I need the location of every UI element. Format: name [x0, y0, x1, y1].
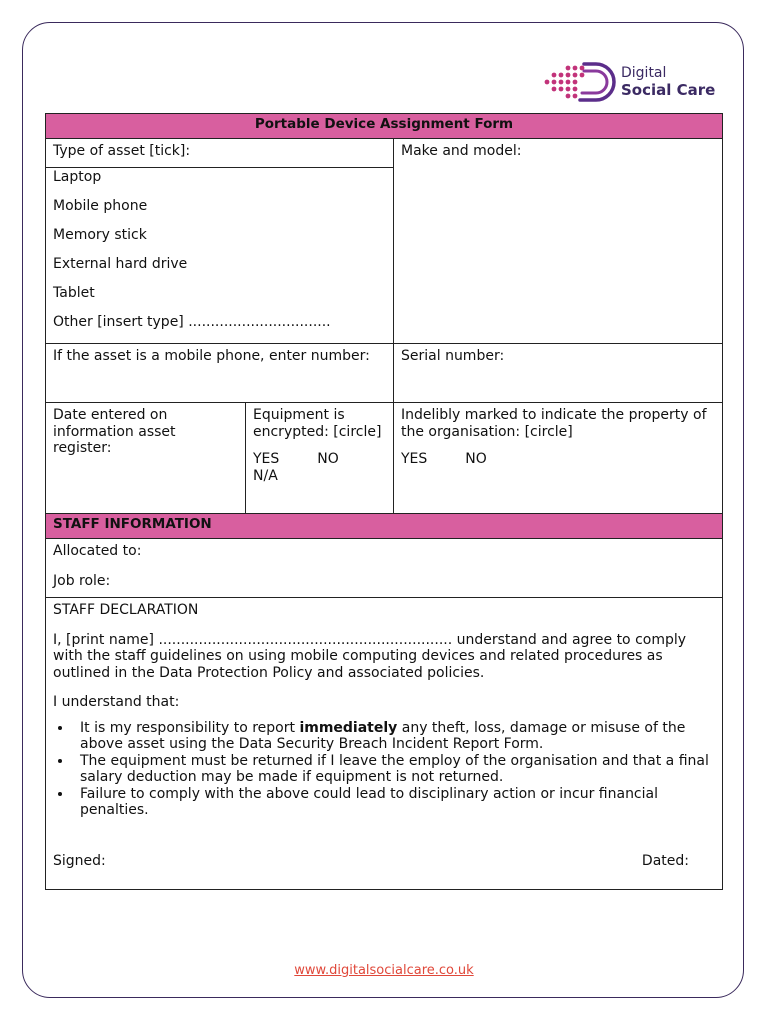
encrypted-field: [246, 403, 394, 514]
bullet-item: • The equipment must be returned if I leave the employ of the organisation and that a final salary deduction may be made if equipment is not returned.: [73, 753, 715, 786]
asset-option-mobile-phone[interactable]: Mobile phone: [53, 198, 148, 214]
staff-information-header: STAFF INFORMATION: [46, 514, 723, 539]
bullet-item: • It is my responsibility to report immediately any theft, loss, damage or misuse of the above asset using the Data Security Breach Incident Report Form.: [73, 720, 715, 753]
asset-option-tablet[interactable]: Tablet: [53, 285, 95, 301]
staff-declaration-cell: [46, 598, 723, 890]
make-model-label: Make and model:: [401, 143, 522, 159]
make-model-field[interactable]: [394, 139, 723, 344]
allocated-to-field[interactable]: Allocated to:: [53, 543, 142, 559]
form-title: Portable Device Assignment Form: [46, 114, 723, 139]
device-assignment-form: [45, 113, 723, 890]
staff-info-cell: [46, 539, 723, 598]
serial-number-field[interactable]: [394, 344, 723, 403]
signed-field[interactable]: Signed:: [53, 852, 106, 869]
encrypted-yes-option[interactable]: YES: [253, 451, 280, 467]
marked-no-option[interactable]: NO: [465, 451, 487, 467]
declaration-title: STAFF DECLARATION: [53, 602, 199, 618]
asset-type-label: Type of asset [tick]:: [46, 139, 393, 168]
date-entered-field[interactable]: [46, 403, 246, 514]
asset-option-other[interactable]: Other [insert type] ................................: [53, 314, 331, 330]
declaration-text: I, [print name] .................................................................. understand and agree to comply with the staff guidelines on using mobile computing devices and related procedures as outlined in the Data Protection Policy and associated policies.: [53, 631, 687, 681]
brand-line-1: Digital: [621, 65, 667, 81]
date-entered-label: Date entered on information asset register:: [53, 407, 176, 456]
job-role-field[interactable]: Job role:: [53, 572, 111, 589]
understand-label: I understand that:: [53, 694, 180, 710]
marked-label: Indelibly marked to indicate the property of the organisation: [circle]: [401, 407, 707, 440]
footer-website-link[interactable]: www.digitalsocialcare.co.uk: [294, 963, 474, 978]
bullet-item: • Failure to comply with the above could lead to disciplinary action or incur financial penalties.: [73, 786, 715, 819]
encrypted-label: Equipment is encrypted: [circle]: [253, 407, 382, 440]
serial-number-label: Serial number:: [401, 348, 505, 364]
mobile-number-field[interactable]: [46, 344, 394, 403]
bullet-emphasis: immediately: [299, 719, 398, 736]
marked-yes-option[interactable]: YES: [401, 451, 428, 467]
asset-option-external-hard-drive[interactable]: External hard drive: [53, 256, 188, 272]
asset-option-memory-stick[interactable]: Memory stick: [53, 227, 147, 243]
asset-option-laptop[interactable]: Laptop: [53, 169, 102, 185]
encrypted-na-option[interactable]: N/A: [253, 467, 278, 484]
mobile-number-label: If the asset is a mobile phone, enter number:: [53, 348, 370, 364]
dated-field[interactable]: Dated:: [641, 852, 689, 869]
brand-line-2: Social Care: [621, 81, 716, 99]
brand-name: [621, 65, 715, 98]
encrypted-no-option[interactable]: NO: [317, 451, 339, 467]
footer: [0, 963, 768, 978]
marked-field: [394, 403, 723, 514]
asset-type-cell: [46, 139, 394, 344]
declaration-bullets: [53, 720, 715, 819]
